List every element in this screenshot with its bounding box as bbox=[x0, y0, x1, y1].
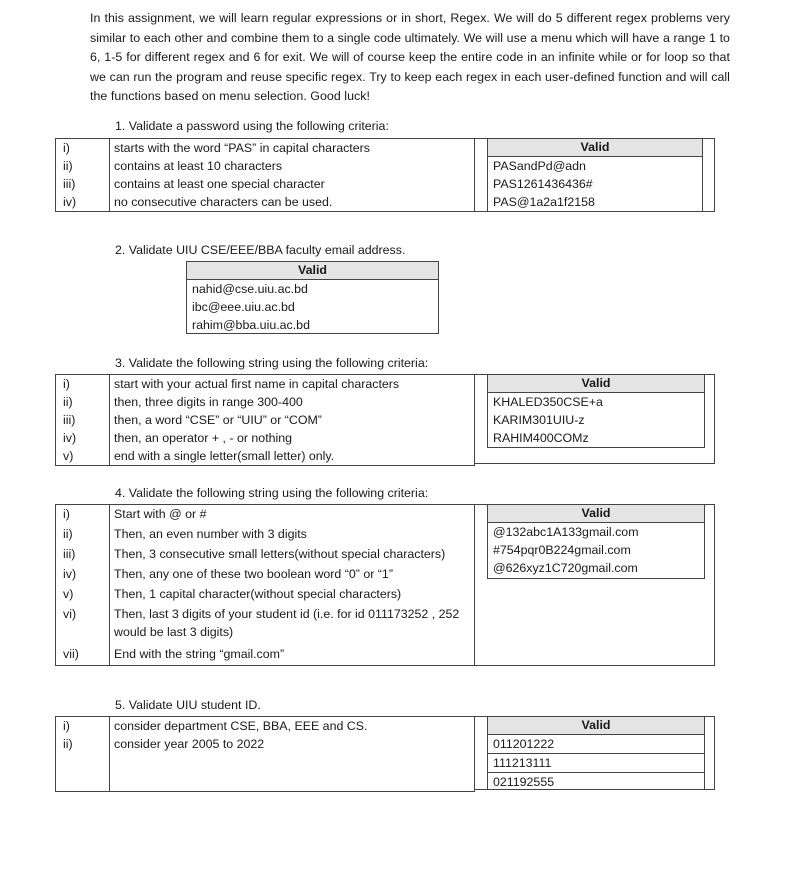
criteria-number: v) bbox=[56, 447, 110, 466]
valid-example: @626xyz1C720gmail.com bbox=[493, 561, 638, 575]
criteria-row bbox=[56, 157, 475, 175]
criteria-number: ii) bbox=[56, 735, 110, 791]
criteria-text: end with a single letter(small letter) only. bbox=[114, 449, 335, 463]
problem-1-valid-panel bbox=[475, 138, 715, 212]
valid-example: #754pqr0B224gmail.com bbox=[493, 543, 631, 557]
criteria-row bbox=[56, 735, 475, 791]
valid-example: @132abc1A133gmail.com bbox=[493, 525, 639, 539]
problem-1-heading: 1. Validate a password using the following criteria: bbox=[115, 119, 389, 133]
criteria-number: i) bbox=[56, 139, 110, 158]
criteria-text: then, an operator + , - or nothing bbox=[114, 431, 293, 445]
criteria-text: consider department CSE, BBA, EEE and CS. bbox=[114, 719, 368, 733]
criteria-number: vii) bbox=[56, 645, 110, 666]
valid-example: PAS1261436436# bbox=[493, 177, 593, 191]
criteria-row bbox=[56, 545, 475, 565]
criteria-text: contains at least one special character bbox=[114, 177, 325, 191]
problem-5-valid-panel bbox=[475, 716, 715, 790]
criteria-text: Then, 1 capital character(without special characters) bbox=[114, 586, 402, 601]
valid-example: PAS@1a2a1f2158 bbox=[493, 195, 595, 209]
criteria-row bbox=[56, 193, 475, 212]
criteria-row bbox=[56, 525, 475, 545]
criteria-text: End with the string “gmail.com” bbox=[114, 646, 285, 661]
criteria-text: Then, 3 consecutive small letters(without special characters) bbox=[114, 547, 446, 562]
criteria-number: ii) bbox=[56, 157, 110, 175]
criteria-number: iv) bbox=[56, 193, 110, 212]
valid-example: 111213111 bbox=[488, 754, 704, 773]
criteria-number: iii) bbox=[56, 545, 110, 565]
problem-3-heading: 3. Validate the following string using the following criteria: bbox=[115, 356, 429, 370]
problem-4-valid-panel bbox=[475, 504, 715, 666]
problem-4-valid-box bbox=[487, 505, 705, 579]
problem-1-criteria-table bbox=[55, 138, 475, 212]
intro-paragraph: In this assignment, we will learn regular expressions or in short, Regex. We will do 5 different regex problems very similar to each other and combine them to a single code ultimately. We will use a menu which will have a range 1 to 6, 1-5 for different regex and 6 for exit. We will of course keep the entire code in an infinite while or for loop so that we can run the program and reuse specific regex. Try to keep each regex in each user-defined function and will call the functions based on menu selection. Good luck! bbox=[90, 11, 730, 104]
criteria-number: i) bbox=[56, 505, 110, 526]
problem-2-heading: 2. Validate UIU CSE/EEE/BBA faculty email address. bbox=[115, 243, 406, 257]
valid-example: KHALED350CSE+a bbox=[493, 395, 603, 409]
valid-header: Valid bbox=[488, 505, 704, 523]
criteria-text: no consecutive characters can be used. bbox=[114, 195, 333, 209]
criteria-row bbox=[56, 139, 475, 158]
criteria-number: i) bbox=[56, 375, 110, 394]
criteria-row bbox=[56, 175, 475, 193]
problem-2-valid-box bbox=[186, 261, 439, 334]
problem-3-valid-panel bbox=[475, 374, 715, 464]
criteria-number: iv) bbox=[56, 565, 110, 585]
criteria-row bbox=[56, 585, 475, 605]
criteria-number: ii) bbox=[56, 393, 110, 411]
valid-header: Valid bbox=[488, 375, 704, 393]
criteria-row bbox=[56, 565, 475, 585]
valid-example: KARIM301UIU-z bbox=[493, 413, 585, 427]
problem-4-criteria-table bbox=[55, 504, 475, 666]
criteria-number: v) bbox=[56, 585, 110, 605]
criteria-number: iii) bbox=[56, 411, 110, 429]
criteria-number: vi) bbox=[56, 605, 110, 645]
criteria-text: Then, an even number with 3 digits bbox=[114, 527, 307, 542]
criteria-number: iv) bbox=[56, 429, 110, 447]
problem-1-valid-box bbox=[487, 139, 703, 212]
criteria-text: starts with the word “PAS” in capital characters bbox=[114, 141, 370, 155]
valid-header: Valid bbox=[488, 139, 702, 157]
criteria-row bbox=[56, 717, 475, 736]
valid-example: ibc@eee.uiu.ac.bd bbox=[192, 300, 295, 314]
criteria-row bbox=[56, 447, 475, 466]
valid-example: RAHIM400COMz bbox=[493, 431, 589, 445]
valid-example: PASandPd@adn bbox=[493, 159, 586, 173]
criteria-text: then, a word “CSE” or “UIU” or “COM” bbox=[114, 413, 322, 427]
criteria-number: iii) bbox=[56, 175, 110, 193]
problem-4-heading: 4. Validate the following string using the following criteria: bbox=[115, 486, 429, 500]
criteria-text: then, three digits in range 300-400 bbox=[114, 395, 303, 409]
criteria-text: contains at least 10 characters bbox=[114, 159, 283, 173]
valid-example: 021192555 bbox=[493, 775, 555, 789]
valid-example: rahim@bba.uiu.ac.bd bbox=[192, 318, 310, 332]
problem-5-heading: 5. Validate UIU student ID. bbox=[115, 698, 261, 712]
criteria-row bbox=[56, 375, 475, 394]
criteria-text: Then, last 3 digits of your student id (i.e. for id 011173252 , 252 would be last 3 digits) bbox=[114, 606, 460, 639]
problem-5-criteria-table bbox=[55, 716, 475, 792]
criteria-text: Start with @ or # bbox=[114, 507, 207, 521]
criteria-text: consider year 2005 to 2022 bbox=[114, 737, 265, 751]
criteria-text: start with your actual first name in capital characters bbox=[114, 377, 400, 391]
criteria-row bbox=[56, 605, 475, 645]
valid-header: Valid bbox=[187, 262, 438, 280]
problem-5-valid-box bbox=[487, 717, 705, 790]
criteria-text: Then, any one of these two boolean word “0” or “1” bbox=[114, 567, 393, 581]
criteria-row bbox=[56, 645, 475, 666]
criteria-row bbox=[56, 429, 475, 447]
valid-header: Valid bbox=[488, 717, 704, 735]
criteria-number: i) bbox=[56, 717, 110, 736]
problem-3-valid-box bbox=[487, 375, 705, 448]
criteria-row bbox=[56, 411, 475, 429]
valid-example: nahid@cse.uiu.ac.bd bbox=[192, 282, 308, 296]
criteria-row bbox=[56, 393, 475, 411]
problem-3-criteria-table bbox=[55, 374, 475, 466]
criteria-number: ii) bbox=[56, 525, 110, 545]
criteria-row bbox=[56, 505, 475, 526]
valid-example: 011201222 bbox=[488, 735, 704, 754]
